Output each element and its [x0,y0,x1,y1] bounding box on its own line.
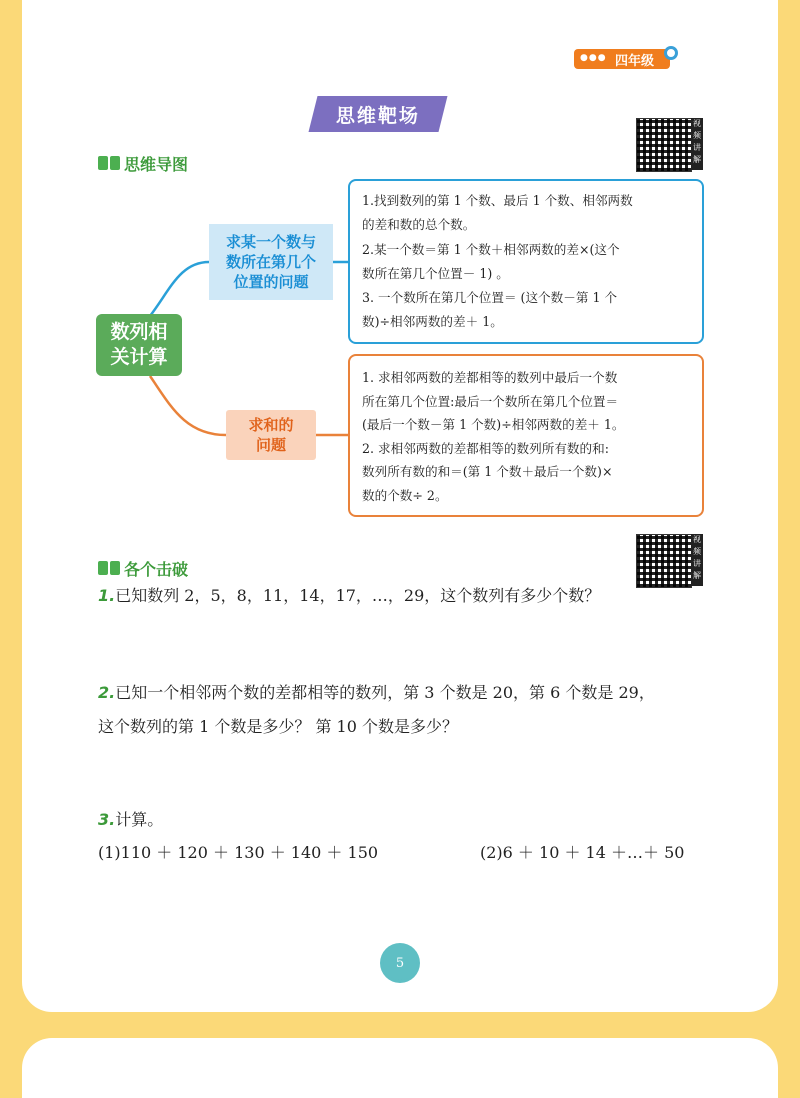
question-3-part2: (2)6 ＋ 10 ＋ 14 ＋…＋ 50 [480,843,685,862]
branch1-line: 数所在第几个位置－ 1) 。 [362,265,509,281]
question-number: 2. [98,683,116,702]
root-label: 数列相 关计算 [110,321,168,368]
qr-code-icon[interactable] [636,534,692,588]
branch2-label: 求和的 问题 [226,410,316,460]
question-text-line2: 这个数列的第 1 个数是多少？ 第 10 个数是多少？ [98,717,458,736]
book-icon [98,561,120,577]
question-text: 计算。 [115,810,164,829]
branch1-line: 1.找到数列的第 1 个数、最后 1 个数、相邻两数 [362,193,633,208]
branch1-box [348,179,704,344]
branch2-line: 2. 求相邻两数的差都相等的数列所有数的和: [362,440,609,456]
question-3 [98,803,163,837]
branch2-line: 数列所有数的和＝(第 1 个数＋最后一个数)× [362,464,613,480]
branch2-line: 数的个数÷ 2。 [362,487,448,503]
connector-blue [150,262,209,316]
branch1-line: 3. 一个数所在第几个位置＝ (这个数－第 1 个 [362,290,618,306]
question-number: 1. [98,586,116,605]
banner-title: 思维靶场 [335,104,420,127]
exercises-section-title [98,557,188,580]
dots-icon: ●●● [580,53,607,63]
qr-label: 视频讲解 [691,534,703,586]
exercises-title-text: 各个击破 [124,560,189,579]
question-number: 3. [98,810,116,829]
mindmap-root [96,314,182,376]
branch2-box [348,354,704,517]
grade-label: 四年级 [614,53,654,69]
question-1 [98,579,600,613]
question-2 [98,676,655,744]
question-text: 已知一个相邻两个数的差都相等的数列，第 3 个数是 20，第 6 个数是 29， [115,683,655,702]
branch1-line: 数)÷相邻两数的差＋ 1。 [362,314,503,330]
question-text: 已知数列 2，5，8，11，14，17，…，29，这个数列有多少个数？ [115,586,601,605]
branch1-line: 2.某一个数＝第 1 个数＋相邻两数的差×(这个 [362,241,620,257]
mindmap-title-text: 思维导图 [124,155,189,174]
question-3-part1: (1)110 ＋ 120 ＋ 130 ＋ 140 ＋ 150 [98,843,379,862]
branch1-label: 求某一个数与 数所在第几个 位置的问题 [209,224,333,300]
branch2-line: 1. 求相邻两数的差都相等的数列中最后一个数 [362,370,618,385]
branch1-line: 的差和数的总个数。 [362,217,476,233]
qr-label: 视频讲解 [691,118,703,170]
branch2-line: (最后一个数－第 1 个数)÷相邻两数的差＋ 1。 [362,417,625,433]
branch2-line: 所在第几个位置:最后一个数所在第几个位置＝ [362,393,619,409]
connector-orange [150,376,226,435]
page-number: 5 [383,946,417,980]
